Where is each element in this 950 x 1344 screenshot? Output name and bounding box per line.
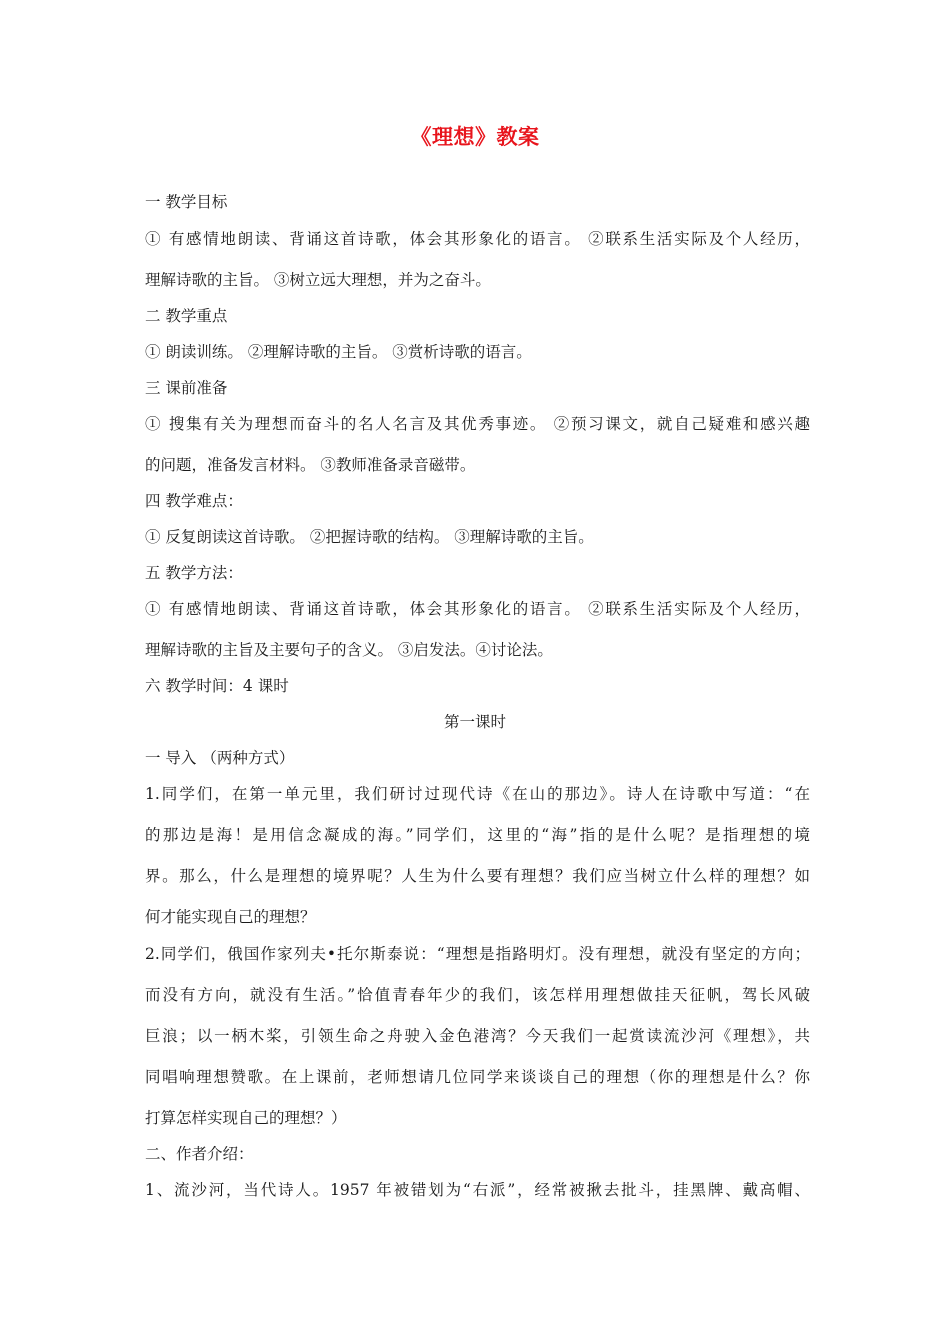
text-line: 三 课前准备 (145, 379, 228, 397)
text-line: 五 教学方法： (145, 564, 243, 582)
text-line: 而没有方向，就没有生活。”恰值青春年少的我们，该怎样用理想做挂天征帆，驾长风破 (145, 986, 810, 1004)
text-line: ① 反复朗读这首诗歌。 ②把握诗歌的结构。 ③理解诗歌的主旨。 (145, 528, 594, 546)
text-line: 2.同学们，俄国作家列夫•托尔斯泰说：“理想是指路明灯。没有理想，就没有坚定的方向； (145, 945, 810, 963)
text-line: 二 教学重点 (145, 307, 228, 325)
text-line: 1.同学们，在第一单元里，我们研讨过现代诗《在山的那边》。诗人在诗歌中写道：“在 (145, 785, 810, 803)
text-line: 的问题，准备发言材料。 ③教师准备录音磁带。 (145, 456, 476, 474)
text-line: 理解诗歌的主旨及主要句子的含义。 ③启发法。④讨论法。 (145, 641, 553, 659)
text-line: 二、作者介绍： (145, 1145, 254, 1163)
text-line: 打算怎样实现自己的理想？） (145, 1109, 347, 1127)
text-line: 界。那么，什么是理想的境界呢？人生为什么要有理想？我们应当树立什么样的理想？如 (145, 867, 810, 885)
text-line: 一 教学目标 (145, 193, 228, 211)
text-line: ① 有感情地朗读、背诵这首诗歌，体会其形象化的语言。 ②联系生活实际及个人经历， (145, 230, 810, 248)
text-line: 四 教学难点： (145, 492, 243, 510)
text-line: 六 教学时间：4 课时 (145, 677, 289, 695)
text-line: 同唱响理想赞歌。在上课前，老师想请几位同学来谈谈自己的理想（你的理想是什么？你 (145, 1068, 810, 1086)
text-line: 理解诗歌的主旨。 ③树立远大理想，并为之奋斗。 (145, 271, 491, 289)
section-subtitle: 第一课时 (443, 713, 506, 731)
text-line: 1、流沙河，当代诗人。1957 年被错划为“右派”，经常被揪去批斗，挂黑牌、戴高帽、 (145, 1181, 810, 1199)
document-title: 《理想》教案 (410, 124, 540, 149)
text-line: ① 朗读训练。 ②理解诗歌的主旨。 ③赏析诗歌的语言。 (145, 343, 532, 361)
text-line: 的那边是海！是用信念凝成的海。”同学们，这里的“海”指的是什么呢？是指理想的境 (145, 826, 810, 844)
text-line: 何才能实现自己的理想？ (145, 908, 316, 926)
text-line: ① 搜集有关为理想而奋斗的名人名言及其优秀事迹。 ②预习课文，就自己疑难和感兴趣 (145, 415, 810, 433)
text-line: ① 有感情地朗读、背诵这首诗歌，体会其形象化的语言。 ②联系生活实际及个人经历， (145, 600, 810, 618)
text-line: 巨浪；以一柄木桨，引领生命之舟驶入金色港湾？今天我们一起赏读流沙河《理想》，共 (145, 1027, 810, 1045)
text-line: 一 导入 （两种方式） (145, 749, 295, 767)
